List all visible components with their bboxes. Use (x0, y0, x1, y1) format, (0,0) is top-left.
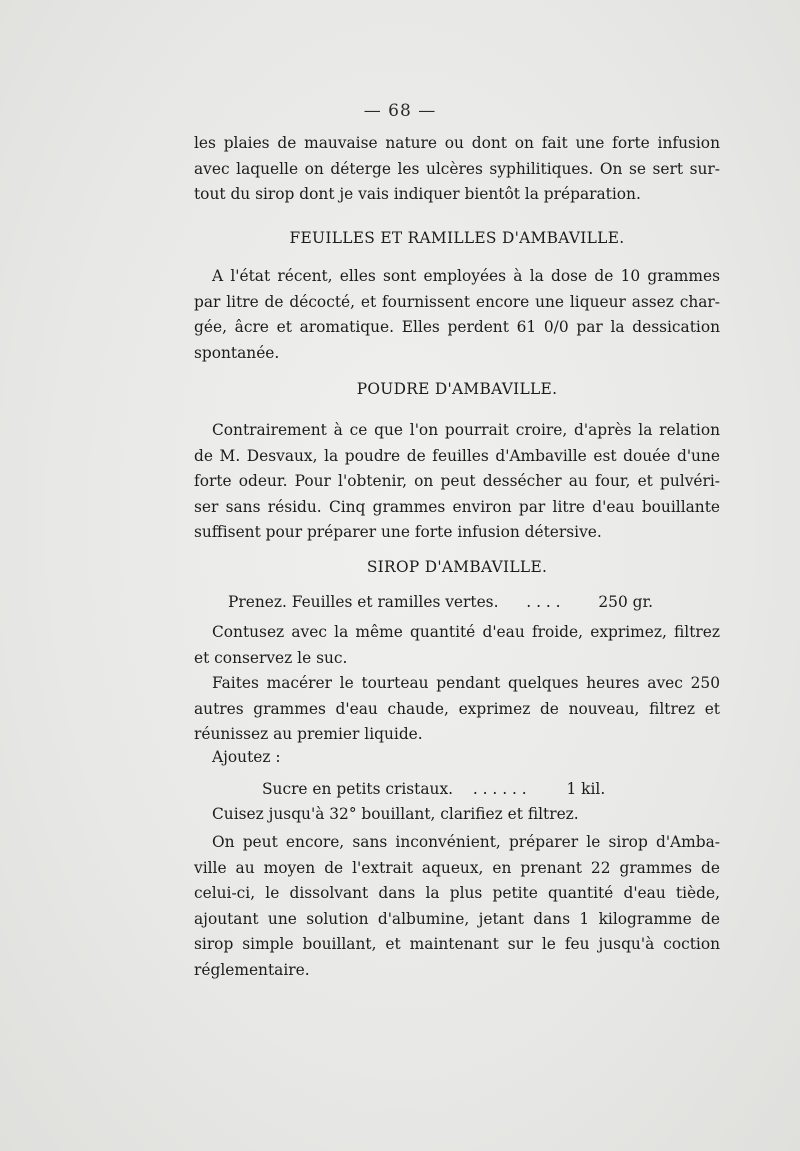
text-line: et conservez le suc. (194, 648, 348, 667)
text-line: Contusez avec la même quantité d'eau froide, exprimez, filtrez (212, 623, 720, 641)
text-line: sirop simple bouillant, et maintenant sur le feu jusqu'à coction (194, 935, 720, 953)
recipe-quantity: 250 gr. (598, 593, 654, 611)
text-line: avec laquelle on déterge les ulcères syphilitiques. On se sert sur- (194, 159, 720, 178)
recipe-dots: . . . . (526, 593, 561, 611)
text-line: par litre de décocté, et fournissent encore une liqueur assez char- (194, 292, 720, 311)
paragraph-intro (194, 131, 720, 208)
heading-sirop: SIROP D'AMBAVILLE. (366, 558, 548, 576)
text-line: suffisent pour préparer une forte infusion détersive. (194, 523, 602, 541)
paragraph-contusez (194, 620, 720, 671)
text-line: Faites macérer le tourteau pendant quelques heures avec 250 (212, 674, 720, 692)
cuisez-line: Cuisez jusqu'à 32° bouillant, clarifiez et filtrez. (212, 805, 579, 823)
heading-feuilles: FEUILLES ET RAMILLES D'AMBAVILLE. (289, 229, 625, 247)
recipe-dots: . . . . . . (472, 780, 527, 798)
text-line: forte odeur. Pour l'obtenir, on peut dessécher au four, et pulvéri- (194, 472, 720, 490)
recipe-quantity: 1 kil. (566, 780, 606, 798)
heading-poudre: POUDRE D'AMBAVILLE. (356, 380, 558, 398)
paragraph-poudre (194, 418, 720, 546)
text-line: On peut encore, sans inconvénient, préparer le sirop d'Amba- (212, 833, 720, 851)
text-line: tout du sirop dont je vais indiquer bientôt la préparation. (194, 185, 641, 203)
text-line: réglementaire. (194, 960, 310, 979)
text-line: spontanée. (194, 343, 280, 362)
paragraph-macerer (194, 671, 720, 748)
text-line: ser sans résidu. Cinq grammes environ par litre d'eau bouillante (194, 497, 720, 516)
text-line: réunissez au premier liquide. (194, 725, 423, 743)
paragraph-feuilles (194, 264, 720, 366)
recipe-line-sucre (262, 780, 605, 798)
text-line: de M. Desvaux, la poudre de feuilles d'Ambaville est douée d'une (194, 446, 720, 465)
text-line: A l'état récent, elles sont employées à la dose de 10 grammes (212, 267, 720, 285)
text-line: les plaies de mauvaise nature ou dont on fait une forte infusion (194, 134, 720, 152)
recipe-label: Prenez. Feuilles et ramilles vertes. (228, 593, 499, 611)
recipe-label: Sucre en petits cristaux. (262, 780, 454, 798)
text-line: ajoutant une solution d'albumine, jetant dans 1 kilogramme de (194, 909, 720, 928)
text-line: celui-ci, le dissolvant dans la plus petite quantité d'eau tiède, (194, 884, 720, 902)
text-line: gée, âcre et aromatique. Elles perdent 61 0/0 par la dessication (194, 318, 720, 336)
paragraph-extrait (194, 830, 720, 983)
text-line: autres grammes d'eau chaude, exprimez de nouveau, filtrez et (194, 699, 720, 718)
text-line: ville au moyen de l'extrait aqueux, en prenant 22 grammes de (194, 858, 720, 877)
page-number: — 68 — (363, 101, 437, 121)
recipe-line-feuilles (228, 593, 653, 611)
text-line: Contrairement à ce que l'on pourrait croire, d'après la relation (212, 421, 720, 439)
ajoutez-label: Ajoutez : (212, 748, 281, 766)
